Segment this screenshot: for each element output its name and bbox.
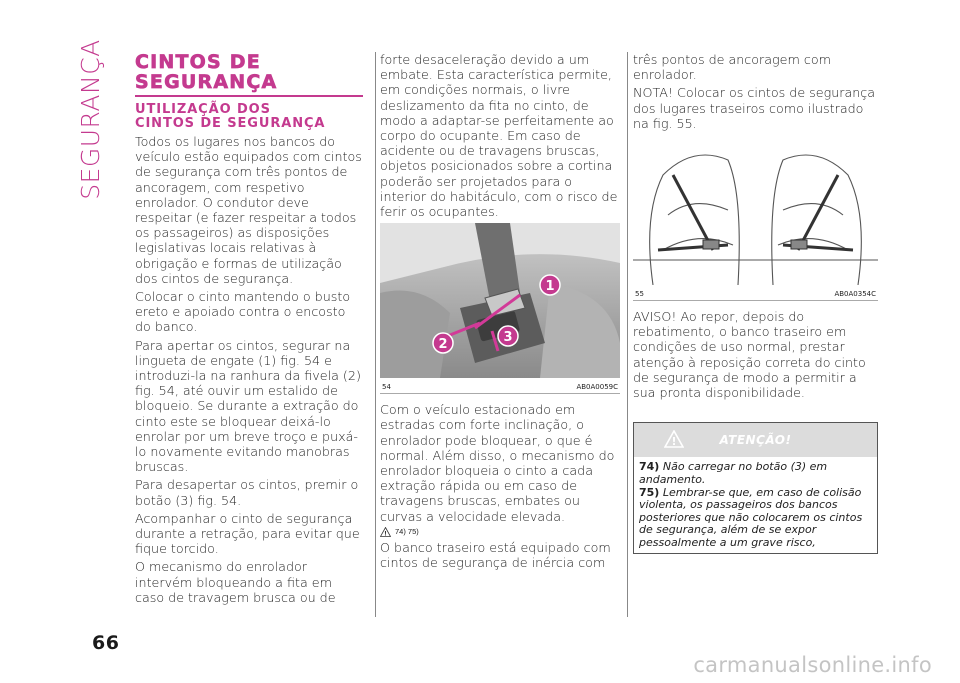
attention-item — [639, 487, 872, 549]
svg-text:1: 1 — [545, 279, 555, 295]
sidebar-section-title — [68, 38, 112, 200]
paragraph: Com o veículo estacionado em estradas com forte inclinação, o enrolador pode bloquear, o que é normal. Além disso, o mecanismo do enrolador bloqueia o cinto a cada extração rápida ou em caso de travagens bruscas, embates ou curvas a velocidade elevada. — [380, 402, 615, 524]
attention-header — [634, 423, 877, 457]
section-title-line2: SEGURANÇA — [135, 71, 278, 93]
paragraph: Para apertar os cintos, segurar na lingueta de engate (1) fig. 54 e introduzi-la na ranhura da fivela (2) fig. 54, até ouvir um estalido de bloqueio. Se durante a extração do cinto este se bloquear deixá-lo enrolar por um breve troço e puxá-lo novamente evitando manobras bruscas. — [135, 337, 361, 475]
column-divider-1 — [375, 52, 376, 617]
column-3 — [633, 52, 878, 554]
rear-seatbelts-illustration — [633, 135, 878, 285]
svg-text:!: ! — [384, 530, 387, 537]
warning-triangle-icon — [380, 527, 391, 537]
paragraph: Acompanhar o cinto de segurança durante a retração, para evitar que fique torcido. — [135, 510, 360, 557]
attention-title: ATENÇÃO! — [719, 433, 792, 448]
paragraph: Para desapertar os cintos, premir o botão (3) fig. 54. — [135, 477, 359, 508]
paragraph: forte desaceleração devido a um embate. Esta característica permite, em condições normais, o livre deslizamento da fita no cinto, de modo a adaptar-se perfeitamente ao corpo do ocupante. Em caso de acidente ou de travagens bruscas, objetos posicionados sobre a cortina poderão ser projetados para o interior do habitáculo, com o risco de ferir os ocupantes. — [380, 52, 618, 220]
figure-code: AB0A0059C — [576, 383, 618, 392]
seatbelt-buckle-photo — [380, 223, 620, 378]
warning-reference — [380, 527, 620, 537]
attention-body — [634, 457, 877, 553]
subsection-title-line1: UTILIZAÇÃO DOS — [135, 102, 271, 117]
warning-triangle-icon — [664, 430, 684, 448]
column-divider-2 — [627, 52, 628, 617]
paragraph: AVISO! Ao repor, depois do rebatimento, o banco traseiro em condições de uso normal, prestar atenção à reposição correta do cinto de segurança de modo a permitir a sua pronta disponibilidade. — [633, 309, 866, 401]
figure-number: 54 — [382, 383, 391, 392]
attention-item — [639, 461, 872, 486]
paragraph: O mecanismo do enrolador intervém bloqueando a fita em caso de travagem brusca ou de — [135, 559, 336, 605]
figure-54 — [380, 223, 620, 394]
watermark: carmanualsonline.info — [693, 653, 932, 677]
paragraph: O banco traseiro está equipado com cintos de segurança de inércia com — [380, 539, 611, 571]
figure-number: 55 — [635, 290, 644, 299]
warning-refs: 74) 75) — [395, 527, 419, 537]
paragraph: Todos os lugares nos bancos do veículo estão equipados com cintos de segurança com três pontos de ancoragem, com respetivo enrolador. O condutor deve respeitar (e fazer respeitar a todos os passageiros) as disposições legislativas locais relativas à obrigação e formas de utilização dos cintos de segurança. — [135, 134, 362, 286]
callout-2 — [433, 333, 453, 353]
figure-55-caption — [635, 290, 876, 298]
svg-text:3: 3 — [503, 330, 513, 346]
paragraph: Colocar o cinto mantendo o busto ereto e apoiado contra o encosto do banco. — [135, 289, 351, 335]
svg-text:2: 2 — [438, 337, 448, 353]
paragraph: três pontos de ancoragem com enrolador. — [633, 52, 831, 83]
column-2 — [380, 52, 620, 573]
attention-box — [633, 422, 878, 554]
column-1 — [135, 52, 365, 608]
figure-code: AB0A0354C — [834, 290, 876, 299]
svg-text:!: ! — [671, 435, 677, 449]
figure-54-caption — [382, 383, 618, 391]
sidebar-title-text: SEGURANÇA — [75, 38, 105, 200]
paragraph: NOTA! Colocar os cintos de segurança dos lugares traseiros como ilustrado na fig. 55. — [633, 85, 876, 131]
callout-1 — [540, 275, 560, 295]
attention-item-text: Não carregar no botão (3) em andamento. — [639, 460, 828, 486]
subsection-title — [135, 103, 365, 131]
callout-3 — [498, 326, 518, 346]
title-divider — [135, 95, 363, 97]
figure-55 — [633, 135, 878, 301]
section-title — [135, 52, 365, 92]
section-title-line1: CINTOS DE — [135, 51, 261, 73]
subsection-title-line2: CINTOS DE SEGURANÇA — [135, 116, 326, 131]
page-number: 66 — [92, 632, 120, 654]
attention-item-number: 74) — [639, 460, 660, 474]
attention-item-text: Lembrar-se que, em caso de colisão violenta, os passageiros dos bancos posteriores que não colocarem os cintos de segurança, além de se expor pessoalmente a um grave risco, — [639, 486, 863, 549]
attention-item-number: 75) — [639, 486, 660, 500]
